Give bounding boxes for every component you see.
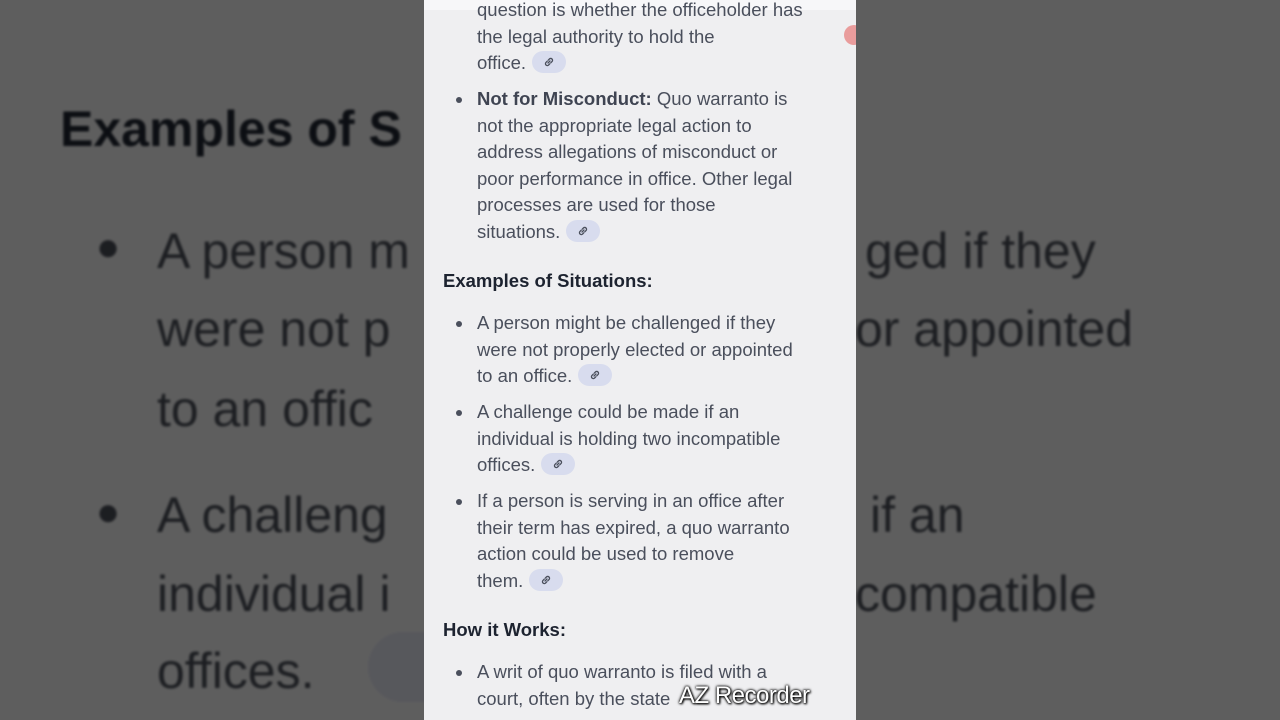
text-line: question is whether the officeholder has [477, 0, 803, 20]
recorder-watermark: AZ Recorder [679, 682, 810, 709]
text-fragment: situations. [477, 220, 561, 242]
recording-indicator-icon [844, 25, 856, 45]
text-line: not the appropriate legal action to [477, 114, 752, 136]
text-line: action could be used to remove [477, 543, 735, 564]
text-line [477, 219, 837, 246]
source-link-chip[interactable] [566, 220, 600, 242]
text-line: A challenge could be made if an [477, 401, 740, 422]
text-line [477, 86, 837, 113]
list-item [477, 488, 837, 594]
list-item [477, 310, 837, 390]
section-heading: Examples of Situations: [443, 270, 653, 291]
link-icon [552, 458, 564, 470]
text-line: address allegations of misconduct or [477, 141, 778, 162]
link-icon [577, 225, 589, 237]
text-line [477, 568, 837, 595]
text-fragment: them. [477, 569, 524, 591]
source-link-chip[interactable] [532, 51, 566, 73]
text-line [477, 452, 837, 479]
item-label: Not for Misconduct: [477, 88, 652, 109]
bullet-dot [456, 321, 462, 327]
text-line: processes are used for those [477, 194, 716, 215]
bullet-dot [456, 97, 462, 103]
text-fragment: Quo warranto is [651, 88, 788, 109]
link-icon [543, 56, 555, 68]
text-fragment: offices. [477, 454, 536, 475]
source-link-chip[interactable] [529, 569, 563, 591]
text-line: poor performance in office. Other legal [477, 167, 793, 189]
bullet-dot [456, 499, 462, 505]
text-fragment: to an office. [477, 365, 573, 386]
text-line: their term has expired, a quo warranto [477, 516, 790, 538]
text-line: the legal authority to hold the [477, 25, 715, 47]
list-item [477, 399, 837, 479]
source-link-chip[interactable] [578, 364, 612, 386]
bullet-dot [456, 670, 462, 676]
text-line: A writ of quo warranto is filed with a [477, 661, 767, 682]
text-fragment: office. [477, 52, 527, 73]
chat-response-panel [424, 0, 856, 720]
text-line [477, 363, 837, 390]
list-item [477, 86, 837, 245]
source-link-chip[interactable] [541, 453, 575, 475]
bullet-dot [456, 410, 462, 416]
text-line: were not properly elected or appointed [477, 338, 793, 360]
partial-bullet-text [477, 0, 837, 77]
text-line: individual is holding two incompatible [477, 427, 781, 449]
text-line: A person might be challenged if they [477, 312, 776, 333]
section-heading: How it Works: [443, 619, 566, 640]
text-line [477, 50, 837, 77]
link-icon [589, 369, 601, 381]
text-line: If a person is serving in an office after [477, 490, 785, 511]
link-icon [540, 574, 552, 586]
text-line: court, often by the state [477, 687, 671, 709]
